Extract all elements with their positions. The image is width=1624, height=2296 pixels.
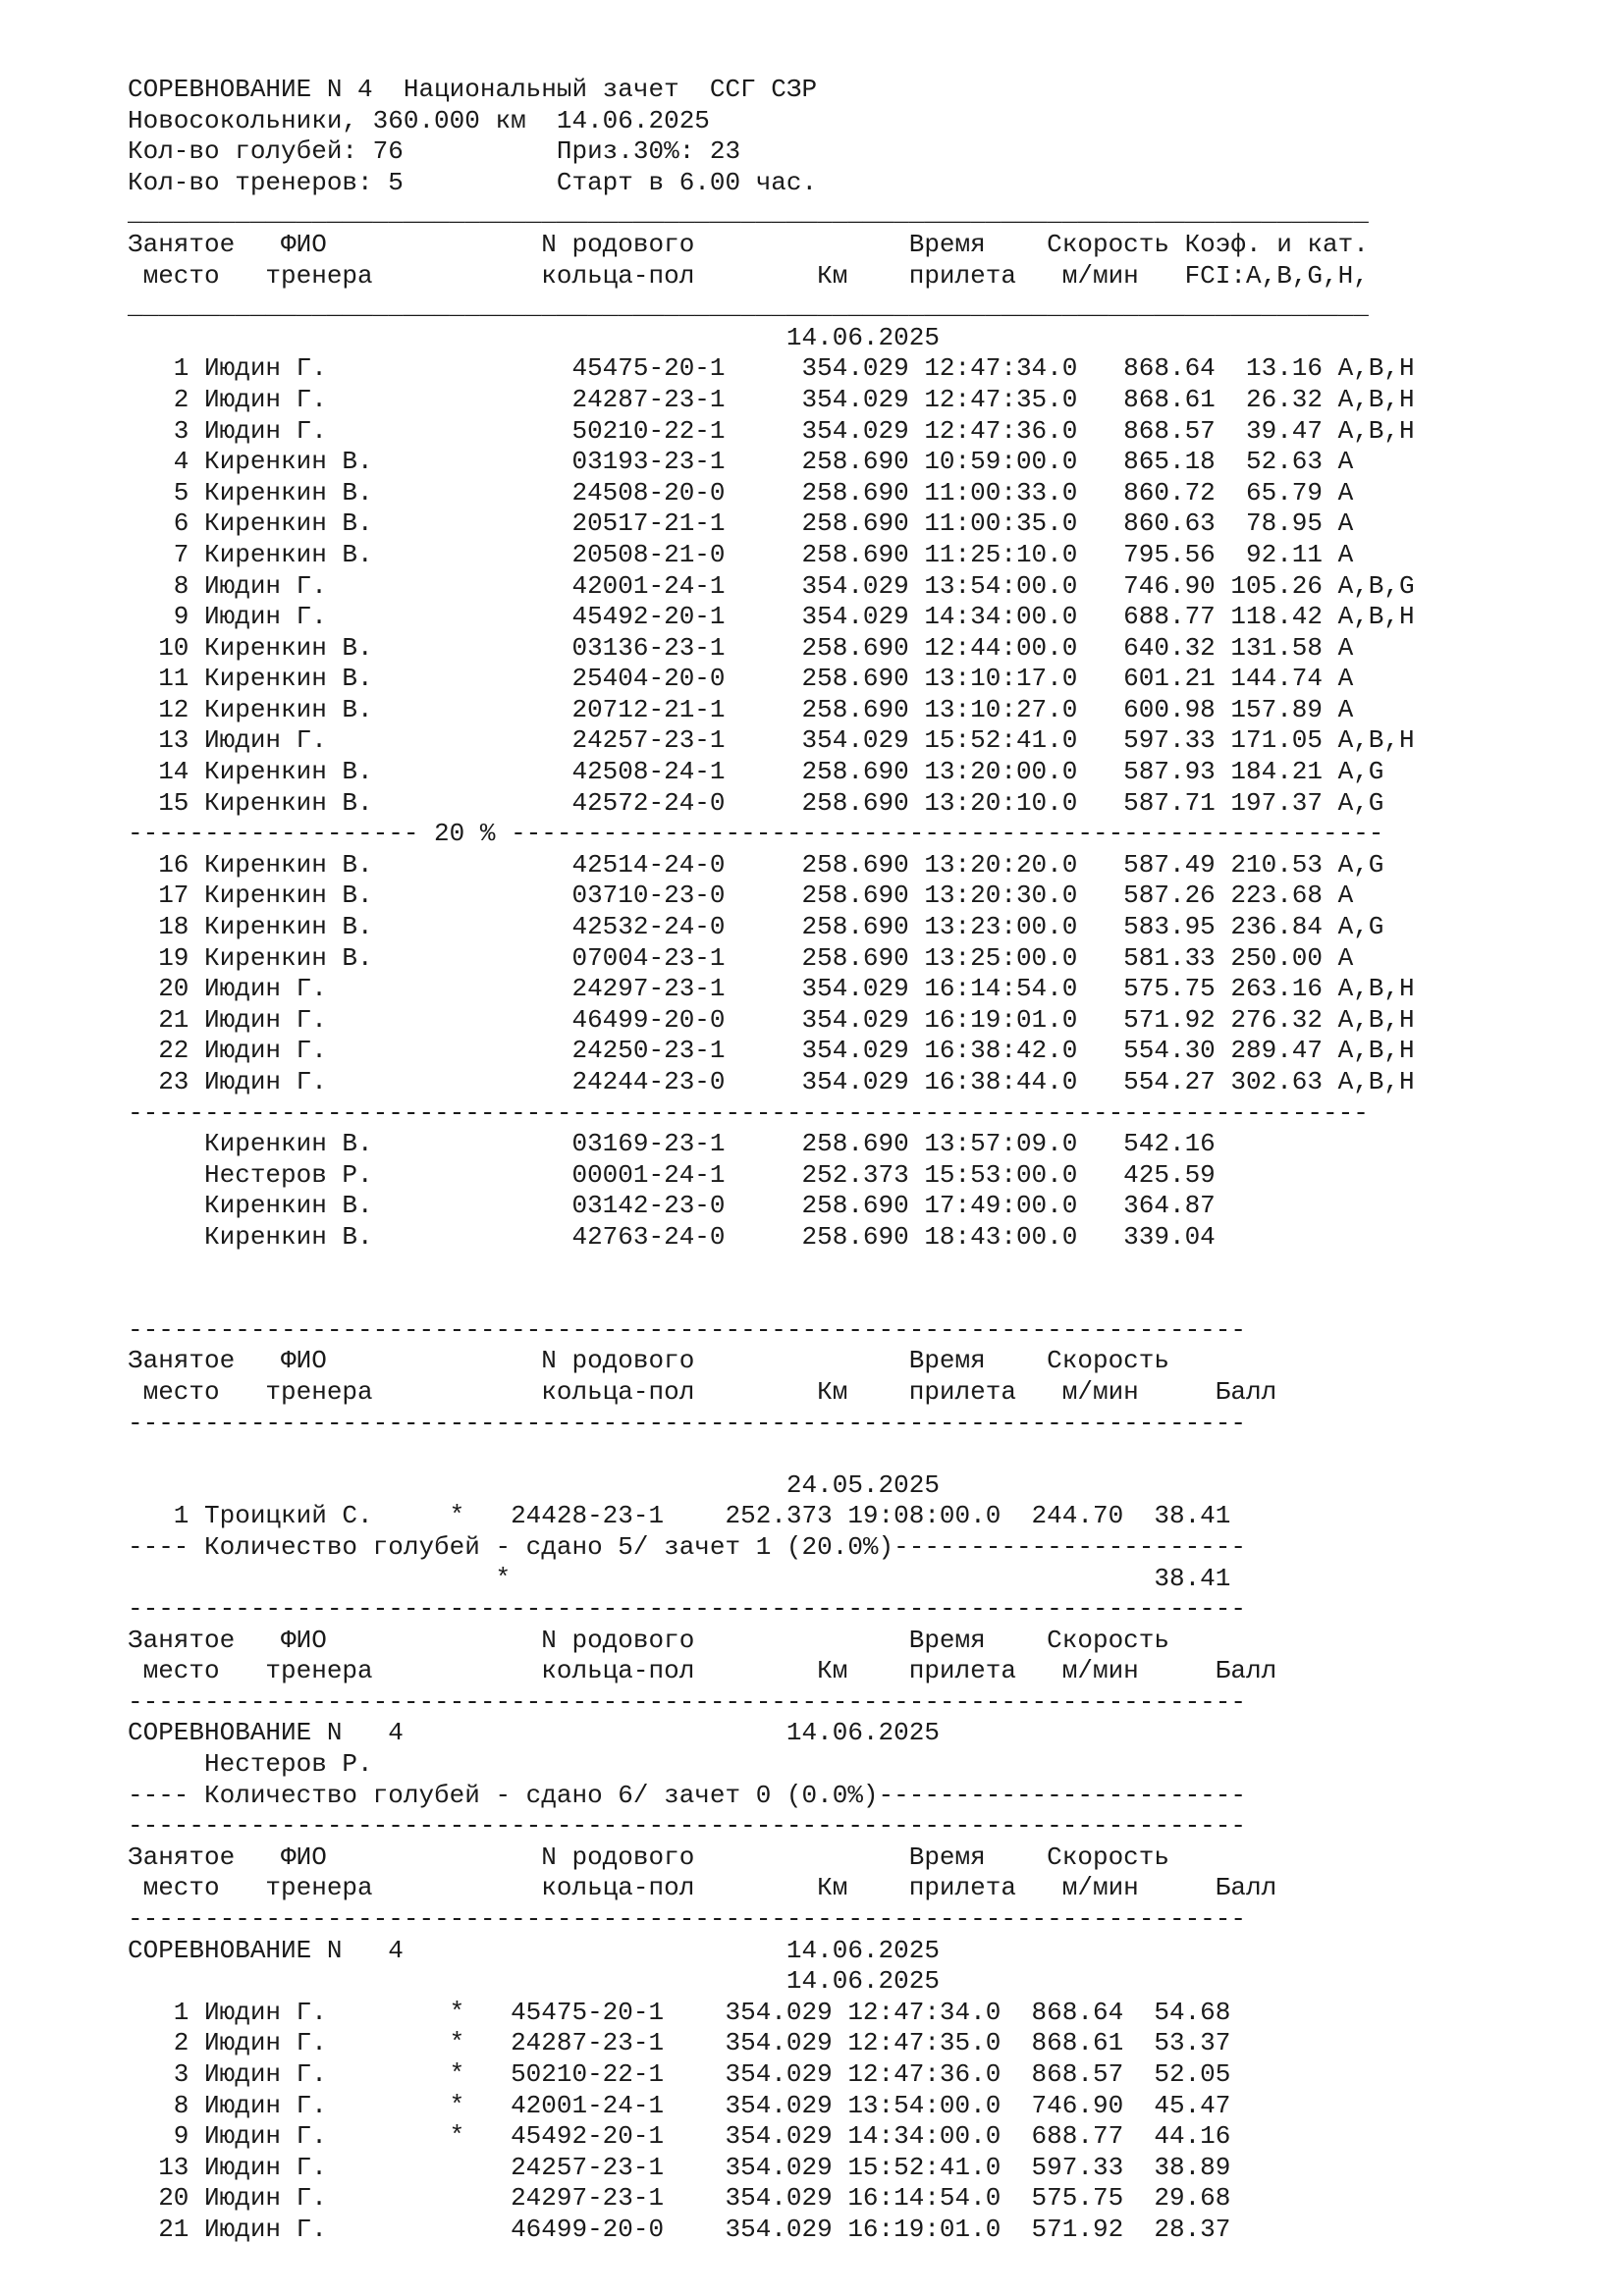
document-line: 8 Июдин Г. 42001-24-1 354.029 13:54:00.0 746.90 105.26 A,B,G xyxy=(128,570,1415,601)
document-line: 9 Июдин Г. * 45492-20-1 354.029 14:34:00.0 688.77 44.16 xyxy=(128,2121,1231,2152)
document-line: 21 Июдин Г. 46499-20-0 354.029 16:19:01.0 571.92 276.32 A,B,H xyxy=(128,1004,1415,1035)
document-line: 22 Июдин Г. 24250-23-1 354.029 16:38:42.0 554.30 289.47 A,B,H xyxy=(128,1036,1415,1066)
document-line: 7 Киренкин В. 20508-21-0 258.690 11:25:10.0 795.56 92.11 A xyxy=(128,539,1354,569)
document-line: ---- Количество голубей - сдано 5/ зачет 1 (20.0%)----------------------- xyxy=(128,1531,1246,1562)
document-line: 12 Киренкин В. 20712-21-1 258.690 13:10:27.0 600.98 157.89 A xyxy=(128,694,1354,724)
document-line: 9 Июдин Г. 45492-20-1 354.029 14:34:00.0 688.77 118.42 A,B,H xyxy=(128,602,1415,632)
document-line: Новосокольники, 360.000 км 14.06.2025 xyxy=(128,105,710,135)
document-line: --------------------------------------------------------------------------------- xyxy=(128,1097,1369,1128)
document-line: 17 Киренкин В. 03710-23-0 258.690 13:20:30.0 587.26 223.68 A xyxy=(128,881,1354,911)
document-line: 21 Июдин Г. 46499-20-0 354.029 16:19:01.0 571.92 28.37 xyxy=(128,2214,1231,2244)
document-line: * 38.41 xyxy=(128,1563,1231,1593)
document-line: 2 Июдин Г. 24287-23-1 354.029 12:47:35.0 868.61 26.32 A,B,H xyxy=(128,384,1415,414)
document-line: 14 Киренкин В. 42508-24-1 258.690 13:20:00.0 587.93 184.21 A,G xyxy=(128,757,1384,787)
document-line: 2 Июдин Г. * 24287-23-1 354.029 12:47:35.0 868.61 53.37 xyxy=(128,2028,1231,2058)
document-line: 1 Троицкий С. * 24428-23-1 252.373 19:08:00.0 244.70 38.41 xyxy=(128,1501,1231,1531)
document-line: 19 Киренкин В. 07004-23-1 258.690 13:25:00.0 581.33 250.00 A xyxy=(128,942,1354,973)
document-line: Занятое ФИО N родового Время Скорость xyxy=(128,1346,1169,1376)
document-line: 3 Июдин Г. * 50210-22-1 354.029 12:47:36.0 868.57 52.05 xyxy=(128,2059,1231,2089)
document-line: СОРЕВНОВАНИЕ N 4 14.06.2025 xyxy=(128,1935,940,1965)
document-line: место тренера кольца-пол Км прилета м/мин Балл xyxy=(128,1873,1277,1903)
document-line: 14.06.2025 xyxy=(128,322,940,352)
document-line: ---- Количество голубей - сдано 6/ зачет 0 (0.0%)------------------------ xyxy=(128,1780,1246,1810)
document-line: ------------------------------------------------------------------------- xyxy=(128,1314,1246,1345)
document-line: 6 Киренкин В. 20517-21-1 258.690 11:00:35.0 860.63 78.95 A xyxy=(128,508,1354,539)
document-line: _________________________________________________________________________________ xyxy=(128,292,1369,322)
document-line: ------------------------------------------------------------------------- xyxy=(128,1594,1246,1625)
document-line: Занятое ФИО N родового Время Скорость xyxy=(128,1625,1169,1655)
document-line: 15 Киренкин В. 42572-24-0 258.690 13:20:10.0 587.71 197.37 A,G xyxy=(128,787,1384,818)
document-line xyxy=(128,1439,1415,1470)
document-line: Киренкин В. 03142-23-0 258.690 17:49:00.0 364.87 xyxy=(128,1191,1216,1221)
document-line: 8 Июдин Г. * 42001-24-1 354.029 13:54:00.0 746.90 45.47 xyxy=(128,2090,1231,2120)
document-line: 13 Июдин Г. 24257-23-1 354.029 15:52:41.0 597.33 171.05 A,B,H xyxy=(128,725,1415,756)
document-line: ------------------------------------------------------------------------- xyxy=(128,1408,1246,1438)
document-line: 18 Киренкин В. 42532-24-0 258.690 13:23:00.0 583.95 236.84 A,G xyxy=(128,912,1384,942)
document-line: 20 Июдин Г. 24297-23-1 354.029 16:14:54.0 575.75 263.16 A,B,H xyxy=(128,974,1415,1004)
document-line: ------------------- 20 % --------------------------------------------------------- xyxy=(128,819,1384,849)
document-line: Кол-во голубей: 76 Приз.30%: 23 xyxy=(128,136,741,167)
document-line xyxy=(128,1254,1415,1285)
document-line: 4 Киренкин В. 03193-23-1 258.690 10:59:00.0 865.18 52.63 A xyxy=(128,447,1354,477)
document-line: 11 Киренкин В. 25404-20-0 258.690 13:10:17.0 601.21 144.74 A xyxy=(128,664,1354,694)
document-line: 5 Киренкин В. 24508-20-0 258.690 11:00:33.0 860.72 65.79 A xyxy=(128,477,1354,507)
document-line: Занятое ФИО N родового Время Скорость Коэф. и кат. xyxy=(128,229,1369,259)
document-line: Кол-во тренеров: 5 Старт в 6.00 час. xyxy=(128,167,818,197)
document-line: место тренера кольца-пол Км прилета м/мин Балл xyxy=(128,1656,1277,1686)
document-line xyxy=(128,1284,1415,1315)
document-line: 13 Июдин Г. 24257-23-1 354.029 15:52:41.0 597.33 38.89 xyxy=(128,2152,1231,2182)
document-line: _________________________________________________________________________________ xyxy=(128,198,1369,229)
document-line: 24.05.2025 xyxy=(128,1469,940,1500)
document-line: СОРЕВНОВАНИЕ N 4 Национальный зачет ССГ СЗР xyxy=(128,75,818,104)
document-line: СОРЕВНОВАНИЕ N 4 14.06.2025 xyxy=(128,1718,940,1748)
document-line: Занятое ФИО N родового Время Скорость xyxy=(128,1842,1169,1872)
document-line: Нестеров Р. xyxy=(128,1749,373,1780)
document-line: Киренкин В. 03169-23-1 258.690 13:57:09.0 542.16 xyxy=(128,1129,1216,1159)
document-line: 20 Июдин Г. 24297-23-1 354.029 16:14:54.0 575.75 29.68 xyxy=(128,2183,1231,2214)
document-line: Нестеров Р. 00001-24-1 252.373 15:53:00.0 425.59 xyxy=(128,1159,1216,1190)
document-line: 1 Июдин Г. 45475-20-1 354.029 12:47:34.0 868.64 13.16 A,B,H xyxy=(128,353,1415,384)
document-line: место тренера кольца-пол Км прилета м/мин Балл xyxy=(128,1376,1277,1407)
document-line: 14.06.2025 xyxy=(128,1966,940,1997)
document-line: 1 Июдин Г. * 45475-20-1 354.029 12:47:34.0 868.64 54.68 xyxy=(128,1997,1231,2027)
document-line: ------------------------------------------------------------------------- xyxy=(128,1686,1246,1717)
document-line: ------------------------------------------------------------------------- xyxy=(128,1904,1246,1935)
results-document xyxy=(128,75,1415,2246)
document-line: ------------------------------------------------------------------------- xyxy=(128,1811,1246,1842)
document-line: Киренкин В. 42763-24-0 258.690 18:43:00.0 339.04 xyxy=(128,1221,1216,1252)
document-line: 3 Июдин Г. 50210-22-1 354.029 12:47:36.0 868.57 39.47 A,B,H xyxy=(128,415,1415,446)
document-line: 23 Июдин Г. 24244-23-0 354.029 16:38:44.0 554.27 302.63 A,B,H xyxy=(128,1067,1415,1096)
document-line: место тренера кольца-пол Км прилета м/мин FCI:A,B,G,H, xyxy=(128,260,1369,291)
document-line: 10 Киренкин В. 03136-23-1 258.690 12:44:00.0 640.32 131.58 A xyxy=(128,632,1354,663)
document-line: 16 Киренкин В. 42514-24-0 258.690 13:20:20.0 587.49 210.53 A,G xyxy=(128,849,1384,880)
